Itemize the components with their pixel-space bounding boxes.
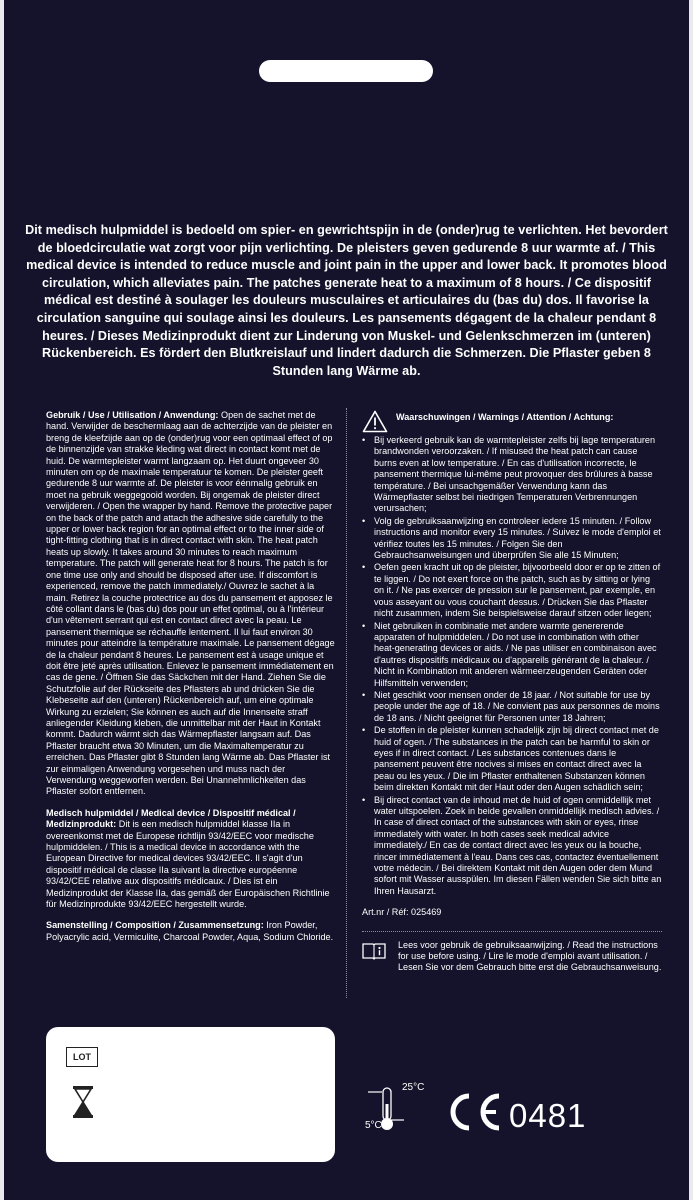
intro-text: Dit medisch hulpmiddel is bedoeld om spier- en gewrichtspijn in de (onder)rug te verlichten. Het bevordert de bloedcirculatie wat zorgt voor pijn verlichting. De pleisters geven gedurende 8 uur warmte af. / This medical device is intended to reduce muscle and joint pain in the upper and lower back. It promotes blood circulation, which alleviates pain. The patches generate heat to a maximum of 8 hours. / Ce dispositif médical est destiné à soulager les douleurs musculaires et articulaires du (bas du) dos. Il favorise la circulation sanguine qui soulage ainsi les douleurs. Les pansements dégagent de la chaleur pendant 8 heures. / Dieses Medizinprodukt dient zur Linderung von Muskel- und Gelenkschmerzen im (unteren) Rückenbereich. Es fördert den Blutkreislauf und lindert dadurch die Schmerzen. Die Pflaster geben 8 Stunden lang Wärme ab. bbox=[25, 223, 668, 378]
device-section bbox=[46, 808, 335, 911]
usage-section bbox=[46, 410, 335, 798]
lot-icon: LOT bbox=[66, 1047, 98, 1067]
temperature-high: 25°C bbox=[402, 1082, 425, 1093]
right-column bbox=[362, 410, 662, 974]
right-edge bbox=[689, 0, 693, 1200]
article-number: Art.nr / Réf: 025469 bbox=[362, 907, 442, 918]
composition-text: Iron Powder, Polyacrylic acid, Vermiculite, Charcoal Powder, Aqua, Sodium Chloride. bbox=[46, 920, 334, 942]
warning-triangle-icon bbox=[362, 410, 388, 433]
temperature-low: 5°C bbox=[365, 1120, 382, 1131]
warning-item: • De stoffen in de pleister kunnen schadelijk zijn bij direct contact met de huid of ogen. / The substances in the patch can be harmful to skin or eyes if in direct contact. / Les substances contenues dans le pansement peuvent être nocives si mises en contact direct avec la peau ou les yeux. / Die im Pflaster enthaltenen Substanzen können beim direkten Kontakt mit der Haut oder den Augen schädlich sein; bbox=[362, 725, 662, 793]
warning-item: • Bij direct contact van de inhoud met de huid of ogen onmiddellijk met water uitspoelen. Zoek in beide gevallen onmiddellijk medisch advies. / In case of direct contact of the substances with skin or eyes, rinse immediately with water. In both cases seek medical advice immediately./ En cas de contact direct avec les yeux ou la bouche, rincer immédiatement à l'eau. Dans ces cas, contactez éventuellement votre médecin. / Bei direktem Kontakt mit den Augen oder dem Mund sofort mit Wasser ausspülen. Im diesen Fällen wenden Sie sich bitte an Ihren Hausarzt. bbox=[362, 795, 662, 898]
instructions-book-icon bbox=[362, 942, 386, 960]
column-divider bbox=[346, 408, 348, 998]
instructions-text: Lees voor gebruik de gebruiksaanwijzing. / Read the instructions for use before using. / Lire le mode d'emploi avant utilisation. / Lesen Sie vor dem Gebrauch bitte erst die Gebrauchsanweisung. bbox=[398, 939, 662, 973]
hang-hole bbox=[259, 60, 433, 82]
device-heading: Medisch hulpmiddel / Medical device / Dispositif médical / Medizinprodukt: bbox=[46, 807, 296, 830]
ce-mark-icon bbox=[443, 1090, 503, 1134]
composition-section bbox=[46, 920, 335, 943]
notified-body-number: 0481 bbox=[509, 1097, 587, 1134]
usage-heading: Gebruik / Use / Utilisation / Anwendung: bbox=[46, 410, 219, 420]
warnings-list bbox=[362, 435, 662, 897]
instructions-row bbox=[362, 931, 662, 974]
warning-item: • Oefen geen kracht uit op de pleister, bijvoorbeeld door er op te zitten of te liggen. / Do not exert force on the patch, such as by sitting or lying on it. / Ne pas exercer de pression sur le pansement, par exemple, en vous asseyant ou vous couchant dessus. / Drücken Sie das Pflaster nicht zusammen, indem Sie beispielsweise darauf sitzen oder liegen; bbox=[362, 562, 662, 619]
left-column bbox=[46, 410, 335, 953]
warning-item: • Niet gebruiken in combinatie met andere warmte genererende apparaten of hulpmiddelen. / Do not use in combination with other heat-generating devices or aids. / Ne pas utiliser en combinaison avec d'autres dispositifs médicaux ou d'appareils générant de la chaleur. / Nicht in Kombination mit anderen wärmeerzeugenden Geräten oder Hilfsmitteln verwenden; bbox=[362, 621, 662, 689]
usage-text: Open de sachet met de hand. Verwijder de beschermlaag aan de achterzijde van de pleister en breng de kleefzijde aan op de (onder)rug voor een optimaal effect of op de binnenzijde van strakke kleding wat direct in contact komt met de huid. De warmtepleister warmt langzaam op. Het duurt ongeveer 30 minuten om op de maximale temperatuur te komen. De pleister geeft gedurende 8 uur warmte af. De pleister is voor éénmalig gebruik en moet na gebruik weggegooid worden. Bij ongemak de pleister direct verwijderen. / Open the wrapper by hand. Remove the protective paper on the back of the patch and attach the adhesive side carefully to the upper or lower back region for an optimal effect or to the inner side of tight-fitting clothing that is in direct contact with skin. The heat patch heats up slowly. It takes around 30 minutes to reach maximum temperature. The patch will generate heat for 8 hours. The patch is for one time use only and should be disposed after use. If discomfort is experienced, remove the patch immediately./ Ouvrez le sachet à la main. Retirez la couche protectrice au dos du pansement et apposez le côté collant dans le (bas du) dos pour un effet optimal, ou à l'intérieur d'un vêtement serrant qui est en contact direct avec la peau. Le pansement thermique se réchauffe lentement. Il lui faut environ 30 minutes pour atteindre la température maximale. Le pansement dégage de la chaleur pendant 8 heures. Le pansement est à usage unique et doit être jeté après utilisation. Enlevez le pansement immédiatement en cas de gene. / Öffnen Sie das Säckchen mit der Hand. Ziehen Sie die Schutzfolie auf der Rückseite des Pflasters ab und drücken Sie die Klebeseite auf den (unteren) Rückenbereich auf, um eine optimale Wirkung zu erzielen; Sie können es auch auf die Innenseite straff anliegender Kleidung kleben, die unmittelbar mit der Haut in Kontakt kommt. Dadurch wärmt sich das Wärmepflaster langsam auf. Das Pflaster braucht etwa 30 Minuten, um die Maximaltemperatur zu erreichen. Das Pflaster gibt 8 Stunden lang Wärme ab. Das Pflaster ist zur einmaligen Anwendung vorgesehen und muss nach der Verwendung weggeworfen werden. Bei Unannehmlichkeiten das Pflaster sofort entfernen. bbox=[46, 410, 335, 797]
lot-box bbox=[46, 1027, 335, 1162]
warning-item: • Bij verkeerd gebruik kan de warmtepleister zelfs bij lage temperaturen brandwonden veroorzaken. / If misused the heat patch can cause burns even at low temperature. / En cas d'utilisation incorrecte, le pansement thermique lui-même peut provoquer des brûlures à basse température. / Bei unsachgemäßer Verwendung kann das Wärmepflaster selbst bei niedrigen Temperaturen Verbrennungen verursachen; bbox=[362, 435, 662, 515]
warning-item: • Niet geschikt voor mensen onder de 18 jaar. / Not suitable for use by people under the age of 18. / Ne convient pas aux personnes de moins de 18 ans. / Nicht geeignet für Personen unter 18 Jahren; bbox=[362, 690, 662, 724]
warnings-title: Waarschuwingen / Warnings / Attention / Achtung: bbox=[396, 412, 614, 422]
left-edge bbox=[0, 0, 4, 1200]
warning-item: • Volg de gebruiksaanwijzing en controleer iedere 15 minuten. / Follow instructions and monitor every 15 minutes. / Suivez le mode d'emploi et vérifiez toutes les 15 minutes. / Folgen Sie den Gebrauchsanweisungen und überprüfen Sie alle 15 Minuten; bbox=[362, 516, 662, 562]
warnings-header bbox=[362, 410, 662, 433]
composition-heading: Samenstelling / Composition / Zusammensetzung: bbox=[46, 920, 264, 931]
device-text: Dit is een medisch hulpmiddel klasse IIa in overeenkomst met de Europese richtlijn 93/42/EEC voor medische hulpmiddelen. / This is a medical device in accordance with the European Directive for medical devices 93/42/EEC. Il s'agit d'un dispositif médical de classe IIa suivant la directive européenne 93/42/CEE relative aux dispositifs médicaux. / Dies ist ein Medizinprodukt der Klasse IIa, das gemäß der Europäischen Richtlinie für Medizinprodukte 93/42/EEC hergestellt wurde. bbox=[46, 819, 330, 910]
hourglass-icon bbox=[72, 1085, 94, 1119]
